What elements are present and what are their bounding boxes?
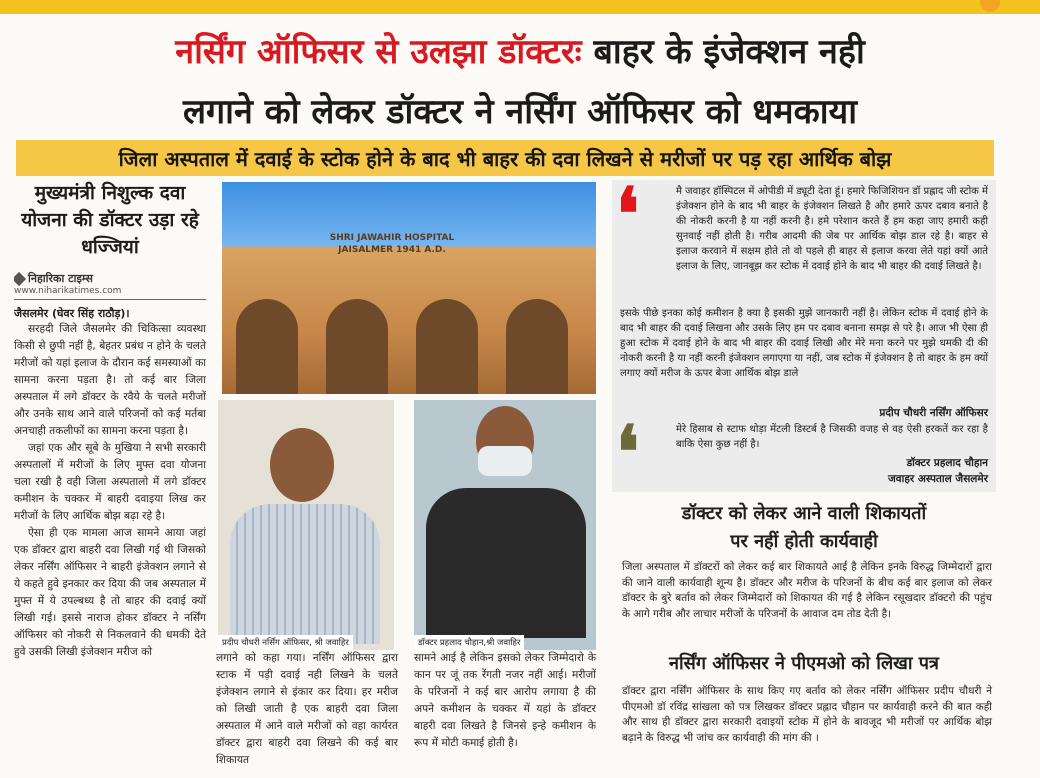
section1-heading-line2: पर नहीं होती कार्यवाही	[730, 531, 878, 552]
sub-headline-bar	[16, 140, 994, 176]
person-head	[270, 428, 334, 502]
quote1-para2: इसके पीछे इनका कोई कमीशन है क्या है इसकी मुझे जानकारी नहीं है। लेकिन स्टोक में दवाई होने के बाद भी बाहर की दवाई लिखना और उसके लिए हम पर दबाव बनाना समझ से परे है। आज भी ऐसा ही हुआ स्टोक में दवाई होने के बाद भी बाहर की दवाई लिखी और मेरे मना करने पर मुझे धमकी दी की नोकरी करनी है या नहीं करनी इंजेक्शन लगाएगा या नहीं, जब स्टोक में इंजेक्शन है तो बाहर के हम क्यों लगाए क्यों मरीज के ऊपर बेजा आर्थिक बोझ डाले	[620, 308, 988, 379]
doctor-photo	[414, 400, 596, 650]
top-color-bar	[0, 0, 1040, 14]
quote-olive-icon: ❛	[616, 409, 640, 492]
hospital-photo	[222, 182, 596, 394]
sub-headline-text: जिला अस्पताल में दवाई के स्टोक होने के बाद भी बाहर की दवा लिखने से मरीजों पर पड़ रहा आर्थिक बोझ	[118, 146, 892, 171]
quote1-author: प्रदीप चौधरी नर्सिंग ऑफिसर	[879, 407, 988, 419]
face-mask	[478, 446, 532, 476]
arch-shape	[416, 299, 478, 394]
dateline: जैसलमेर (घेवर सिंह राठौड़)।	[14, 307, 130, 320]
section1-heading-line1: डॉक्टर को लेकर आने वाली शिकायतों	[681, 503, 927, 524]
headline-red-part: नर्सिंग ऑफिसर से उलझा डॉक्टरः	[175, 32, 582, 72]
main-headline	[20, 22, 1020, 142]
top-corner-circle	[980, 0, 1000, 12]
section1-heading	[612, 500, 996, 556]
quote1-para1: मै जवाहर हॉस्पिटल में ओपीडी में ड्यूटी देता हूं। हमारे फिजिशियन डॉ प्रह्लाद जी स्टोक में इंजेक्शन होने के बाद भी बाहर के इंजेक्शन लिखते है और हमारे ऊपर दबाव बनाते है की नोकरी करनी है या नहीं करनी है। हमे परेशान करते हैं हम कहा जाए हमारी कही सुनवाई नहीं होती है। गरीब आदमी की जेब पर आर्थिक बोझ डाल रहे है। बाहर से इलाज करवाने में सक्षम होते तो वो पहले ही बाहर से इलाज करवा लेते यहां क्यों आते इलाज के लिए, जानबूझ कर स्टोक में दवाई होने के बाद भी बाहर की दवाई लिखते है।	[676, 186, 989, 272]
hospital-sign-text: SHRI JAWAHIR HOSPITAL JAISALMER 1941 A.D.	[329, 233, 455, 255]
quote-red-icon: ❛	[616, 180, 640, 256]
sidebar-column	[14, 180, 206, 778]
column-3-text: सामने आई है लेकिन इसको लेकर जिम्मेदारो के कान पर जूं तक रेंगती नजर नहीं आई। मरीजों के परिजनों ने कई बार आरोप लगाया है की अपने कमीशन के चक्कर में यहां के डॉक्टर बाहरी दवा लिखते है जिनसे इन्हे कमीशन के रूप में मोटी कमाई होती है।	[414, 652, 596, 749]
quote-box	[612, 180, 996, 492]
photo-caption-right: डॉक्टर प्रहलाद चौहान,श्री जवाहिर	[414, 635, 524, 650]
sidebar-paragraph: सरहदी जिले जैसलमेर की चिकित्सा व्यवस्था किसी से छुपी नहीं है, बेहतर प्रबंध न होने के चलते मरीजों को यहां इलाज के दौरान कई समस्याओं का सामना करना पड़ता है। तो कई बार जिला अस्पताल में लगे डॉक्टर के रवैये के चलते मरीजों और उनके साथ आने वाले परिजनों को कई मर्तबा अनचाही तकलीफों का सामना करना पड़ता है।	[14, 323, 206, 437]
brand-line	[14, 271, 206, 286]
column-2-text: लगाने को कहा गया। नर्सिंग ऑफिसर द्वारा स्टाक में पड़ी दवाई नही लिखने के चलते इंजेक्शन लगाने से इंकार कर दिया। हर मरीज को लिखी जाती है एक बाहरी दवा जिला अस्पताल में आने वाले मरीजों को वहा कार्यरत डॉक्टर द्वारा बाहरी दवा लिखने की कई बार शिकायत	[216, 652, 398, 766]
arch-shape	[326, 299, 388, 394]
brand-logo-icon	[14, 271, 26, 285]
person-shirt	[230, 504, 380, 644]
section2-heading: नर्सिंग ऑफिसर ने पीएमओ को लिखा पत्र	[669, 653, 939, 674]
quote2-text: मेरे हिसाब से स्टाफ थोड़ा मेंटली डिस्टर्ब है जिसकी वजह से वह ऐसी हरकतें कर रहा है बाकि ऐसा कुछ नहीं है।	[676, 424, 988, 450]
photo-caption-left: प्रदीप चौधरी नर्सिंग ऑफिसर, श्री जवाहिर	[218, 635, 353, 650]
headline-dark-part: बाहर के इंजेक्शन नही	[593, 32, 865, 72]
sidebar-paragraph: ऐसा ही एक मामला आज सामने आया जहां एक डॉक्टर द्वारा बाहरी दवा लिखी गई थी जिसको लेकर नर्सिंग ऑफिसर ने बाहरी इंजेक्शन लगाने से ये कहते हुवे इनकार कर दिया की जब अस्पताल में मुफ्त में ये उपल्बध्य है तो बाहर की दवाई क्यों लिखी गई। इससे नाराज होकर डॉक्टर ने नर्सिंग ऑफिसर को नोकरी से निकलवाने की धमकी देते हुवे उसकी लिखी इंजेक्शन मरीज को	[14, 527, 206, 658]
person-shirt	[426, 488, 586, 638]
arch-shape	[506, 299, 568, 394]
nursing-officer-photo	[218, 400, 394, 650]
headline-line2: लगाने को लेकर डॉक्टर ने नर्सिंग ऑफिसर को धमकाया	[182, 92, 858, 132]
arch-shape	[236, 299, 298, 394]
quote2-author-name: डॉक्टर प्रहलाद चौहान	[906, 457, 988, 469]
quote2-author-org: जवाहर अस्पताल जैसलमेर	[887, 473, 988, 485]
sidebar-paragraph: जहां एक और सूबे के मुखिया ने सभी सरकारी अस्पतालों में मरीजों के लिए मुफ्त दवा योजना चला रखी है वही जिला अस्पतालो में लगे डॉक्टर कमीशन के चक्कर में बाहरी दवाइया लिख कर मरीजों के लिए आर्थिक बोझ बढ़ा रहे है।	[14, 442, 206, 522]
section1-text: जिला अस्पताल में डॉक्टरों को लेकर कई बार शिकायते आई है लेकिन इनके विरुद्ध जिम्मेदारों द्वारा की जाने वाली कार्यवाही शून्य है। डॉक्टर और मरीज के परिजनों के बीच कई बार इलाज को लेकर डॉक्टर के बुरे बर्ताव को लेकर जिम्मेदारों को शिकायत की गई है लेकिन रसूखदार डॉक्टरो की पहुंच के आगे गरीब और लाचार मरीजों के परिजनों के आवाज दम तोड देती है।	[622, 561, 992, 620]
section2-text: डॉक्टर द्वारा नर्सिंग ऑफिसर के साथ किए गए बर्ताव को लेकर नर्सिंग ऑफिसर प्रदीप चौधरी ने पीएमओ डॉ रविंद्र सांखला को पत्र लिखकर डॉक्टर प्रह्लाद चौहान पर कार्यवाही करने की बात कही और साथ ही डॉक्टर द्वारा सरकारी दवाइयों स्टोक में होने के बावजूद भी मरीजों पर आर्थिक बोझ बढ़ाने के विरुद्ध भी जांच कर कार्यवाही की मांग की ।	[622, 685, 992, 744]
brand-name: निहारिका टाइम्स	[28, 272, 93, 285]
sidebar-body	[14, 321, 206, 661]
sidebar-title: मुख्यमंत्री निशुल्क दवा योजना की डॉक्टर उड़ा रहे धज्जियां	[21, 182, 199, 258]
brand-url: www.niharikatimes.com	[14, 286, 206, 300]
